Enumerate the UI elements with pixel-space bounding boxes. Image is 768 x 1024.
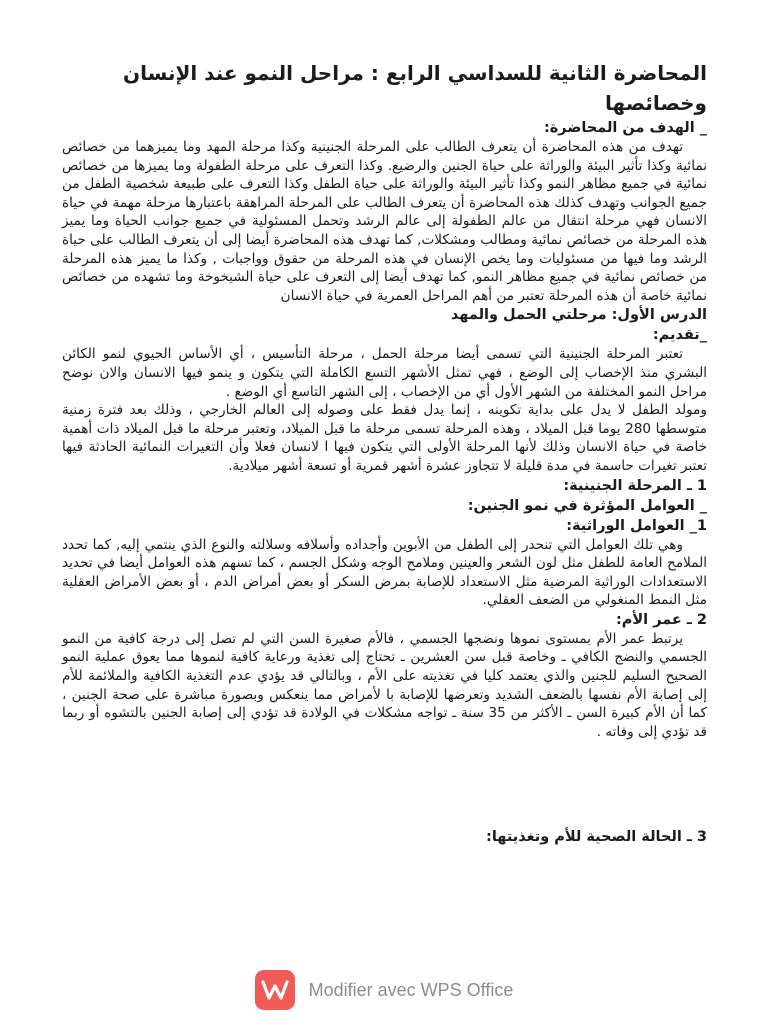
wps-edit-label[interactable]: Modifier avec WPS Office [308,979,514,1000]
section-heading-genetic-factors: 1_ العوامل الوراثية: [566,517,707,534]
objective-heading: _ الهدف من المحاضرة: [543,120,707,136]
genetic-factors-paragraph: وهي تلك العوامل التي تنحدر إلى الطفل من الأبوين وأجداده وأسلافه وسلالته والنوع الذي ينتمي إليه, كما تحدد الملامح العامة للطفل مثل لون الشعر والعينين وملامح الوجه وشكل الجسم ، كما تسهم هذه العوامل أيضا في تحديد الاستعدادات الوراثية المرضية مثل الاستعداد للإصابة بمرض السكر أو بعض أمراض الدم ، أو بعض الأمراض العقلية مثل النمط المنغولي من الضعف العقلي. [62,536,707,609]
wps-office-logo-icon [255,970,295,1010]
document-title: المحاضرة الثانية للسداسي الرابع : مراحل النمو عند الإنسان وخصائصها [123,61,707,115]
intro-heading: _تقديم: [652,327,707,344]
blank-space [62,741,707,827]
document-page [62,58,707,847]
section-heading-mother-health: 3 ـ الحالة الصحية للأم وتغذيتها: [486,829,707,846]
section-heading-mother-age: 2 ـ عمر الأم: [615,611,707,628]
lesson-heading: الدرس الأول: مرحلتي الحمل والمهد [450,307,707,324]
objective-paragraph: تهدف من هذه المحاضرة أن يتعرف الطالب على المرحلة الجنينية وكذا مرحلة المهد وما يميزهما من خصائص نمائية وكذا تأثير البيئة والوراثة على حياة الجنين والرضيع. وكذا التعرف على مرحلة الطفولة وما يميزها من خصائص نمائية في جميع مظاهر النمو وكذا تأثير البيئة والوراثة على حياة الطفل وكذا التعرف على طبيعة شخصية الطفل من جميع الجوانب وتهدف كذلك هذه المحاضرة أن يتعرف الطالب على المرحلة المراهقة باعتبارها مرحلة مهمة في حياة الانسان فهي مرحلة انتقال من عالم الطفولة إلى عالم الرشد وتحمل المسئولية في جميع جوانب الحياة وما يميز هذه المرحلة من خصائص نمائية ومطالب ومشكلات, كما تهدف هذه المحاضرة أيضا إلى أن يتعرف الطالب على حياة الرشد وما فيها من مسئوليات وما يخص الإنسان في هذه المرحلة من حقوق وواجبات , وكذا ما يميز هذه المرحلة من خصائص نمائية في جميع مظاهر النمو, كما تهدف أيضا إلى التعرف على حياة الشيخوخة وما تشهده من خصائص نمائية خاصة أن هذه المرحلة تعتبر من أهم المراحل العمرية في حياة الانسان [62,139,707,304]
section-heading-influencing-factors: _ العوامل المؤثرة في نمو الجنين: [467,497,707,514]
section-heading-embryonic-stage: 1 ـ المرحلة الجنينية: [563,477,707,494]
wps-edit-banner[interactable] [0,964,768,1016]
intro-paragraph-1: تعتبر المرحلة الجنينية التي تسمى أيضا مرحلة الحمل ، مرحلة التأسيس ، أي الأساس الحيوي لنمو الكائن البشري منذ الإخصاب إلى الوضع ، فهي تمثل الأشهر التسع الكاملة التي يتكون و ينمو فيها الانسان والان نوضح مراحل النمو المختلفة من الشهر الأول أي من الإخصاب ، إلى الشهر التاسع أي الوضع . [62,346,707,400]
mother-age-paragraph: يرتبط عمر الأم بمستوى نموها ونضجها الجسمي ، فالأم صغيرة السن التي لم تصل إلى درجة كافية من النمو الجسمي والنضج الكافي ـ وخاصة قبل سن العشرين ـ تحتاج إلى تغذية ورعاية كافية لنموها مما يعوق عملية النمو الصحيح السليم للجنين والذي يعتمد كليا في تغذيته على الأم ، وبالتالي قد يؤدي عدم التغذية الكافية والملائمة للأم إلى إصابة الأم نفسها بالضعف الشديد وتعرضها للإصابة با لأمراض مما ينعكس وبصورة مباشرة على صحة الجنين ، كما أن الأم كبيرة السن ـ الأكثر من 35 سنة ـ تواجه مشكلات في الولادة قد تؤدي إلى إصابة الجنين بالتشوه أو ربما قد تؤدي إلى وفاته . [62,630,707,740]
intro-paragraph-2: ومولد الطفل لا يدل على بداية تكوينه ، إنما يدل فقط على وصوله إلى العالم الخارجي ، وذلك بعد فترة زمنية متوسطها 280 يوما قبل الميلاد ، وهذه المرحلة تسمى مرحلة ما قبل الميلاد، وتعتبر مرحلة ما قبل الميلاد ذات أهمية خاصة في حياة الانسان وذلك لأنها المرحلة الأولى التي يتكون فيها ا لانسان فعلا وأن التغيرات النمائية الحادثة فيها تعتبر تغيرات حاسمة في مدة قليلة لا تتجاوز عشرة أشهر قمرية أو تسعة أشهر ميلادية. [62,402,707,474]
